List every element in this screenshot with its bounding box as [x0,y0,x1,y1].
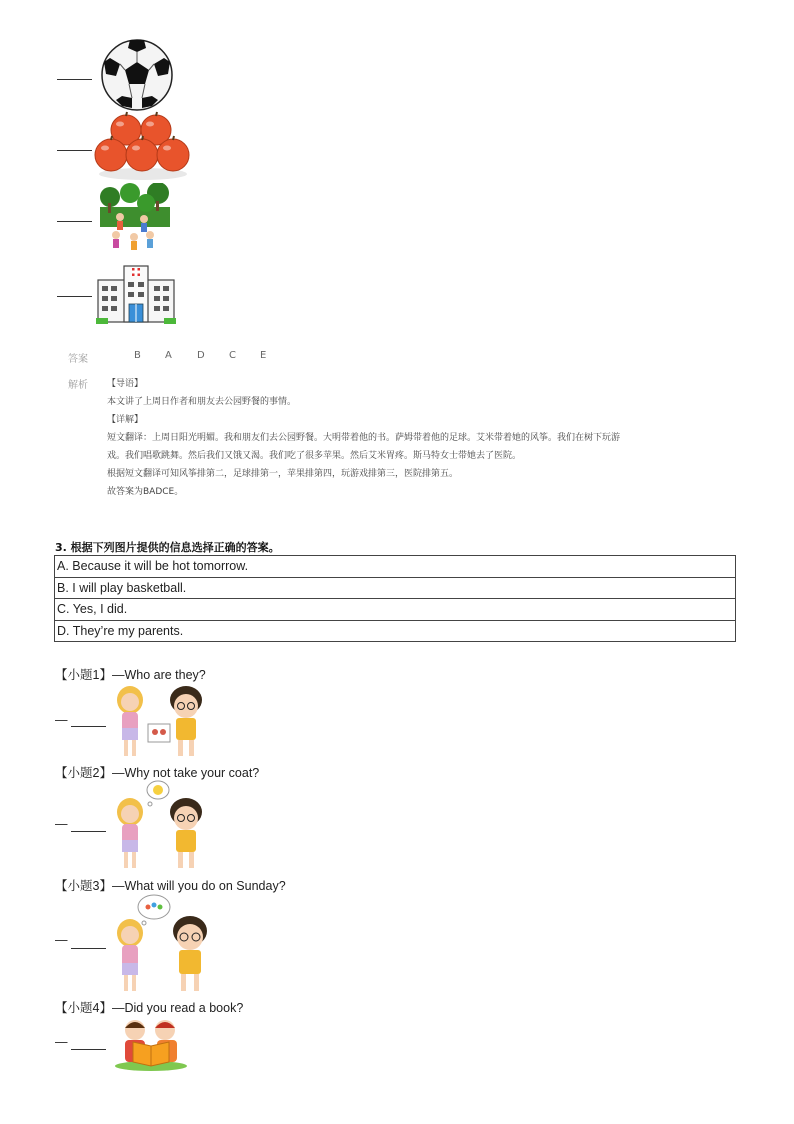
answer-blank-1[interactable] [57,79,92,80]
answer-letter-3: D [197,350,205,361]
answer-label: 答案 [68,354,88,365]
apples-picture [94,110,192,182]
subquestion-3-dash: — [55,933,68,947]
analysis-line-summary: 本文讲了上周日作者和朋友去公园野餐的事情。 [107,397,297,407]
option-d: D. They’re my parents. [57,623,184,638]
children-playing-picture [100,183,170,253]
option-a: A. Because it will be hot tomorrow. [55,556,735,578]
subquestion-1-answer-blank[interactable] [71,726,106,727]
subquestion-4-dash: — [55,1035,68,1049]
analysis-label: 解析 [68,380,88,391]
subquestion-1-dash: — [55,713,68,727]
subquestion-3-prompt: 【小题3】—What will you do on Sunday? [55,879,286,893]
options-table [54,555,736,642]
hospital-picture [96,260,176,326]
soccer-ball-picture [100,38,174,112]
analysis-line-conclusion: 故答案为BADCE。 [107,487,184,497]
subquestion-2-answer-blank[interactable] [71,831,106,832]
analysis-line-translation-2: 戏。我们唱歌跳舞。然后我们又饿又渴。我们吃了很多苹果。然后艾米胃疼。斯马特女士带她去了医院。 [107,451,522,461]
answer-letter-5: E [260,350,267,361]
analysis-line-intro-heading: 【导语】 [107,379,144,389]
answer-blank-4[interactable] [57,296,92,297]
option-b: B. I will play basketball. [55,578,735,600]
answer-letter-1: B [134,350,141,361]
boy-girl-with-photo-picture [110,684,210,760]
option-c: C. Yes, I did. [55,599,735,621]
boy-girl-thought-bubble-picture [110,893,214,995]
analysis-line-translation-1: 短文翻译：上周日阳光明媚。我和朋友们去公园野餐。大明带着他的书。萨姆带着他的足球。艾米带着她的风筝。我们在树下玩游 [107,433,621,443]
subquestion-2-dash: — [55,817,68,831]
answer-letter-4: C [229,350,236,361]
boy-girl-sun-bubble-picture [110,780,210,872]
answer-blank-2[interactable] [57,150,92,151]
subquestion-2-prompt: 【小题2】—Why not take your coat? [55,766,260,780]
children-reading-book-picture [113,1016,189,1072]
answer-blank-3[interactable] [57,221,92,222]
subquestion-4-answer-blank[interactable] [71,1049,106,1050]
question-3-title: 3. 根据下列图片提供的信息选择正确的答案。 [55,541,280,554]
analysis-line-detail-heading: 【详解】 [107,415,144,425]
subquestion-4-prompt: 【小题4】—Did you read a book? [55,1001,244,1015]
subquestion-1-prompt: 【小题1】—Who are they? [55,668,206,682]
answer-letter-2: A [165,350,172,361]
analysis-line-order: 根据短文翻译可知风筝排第二，足球排第一，苹果排第四，玩游戏排第三，医院排第五。 [107,469,459,479]
subquestion-3-answer-blank[interactable] [71,948,106,949]
